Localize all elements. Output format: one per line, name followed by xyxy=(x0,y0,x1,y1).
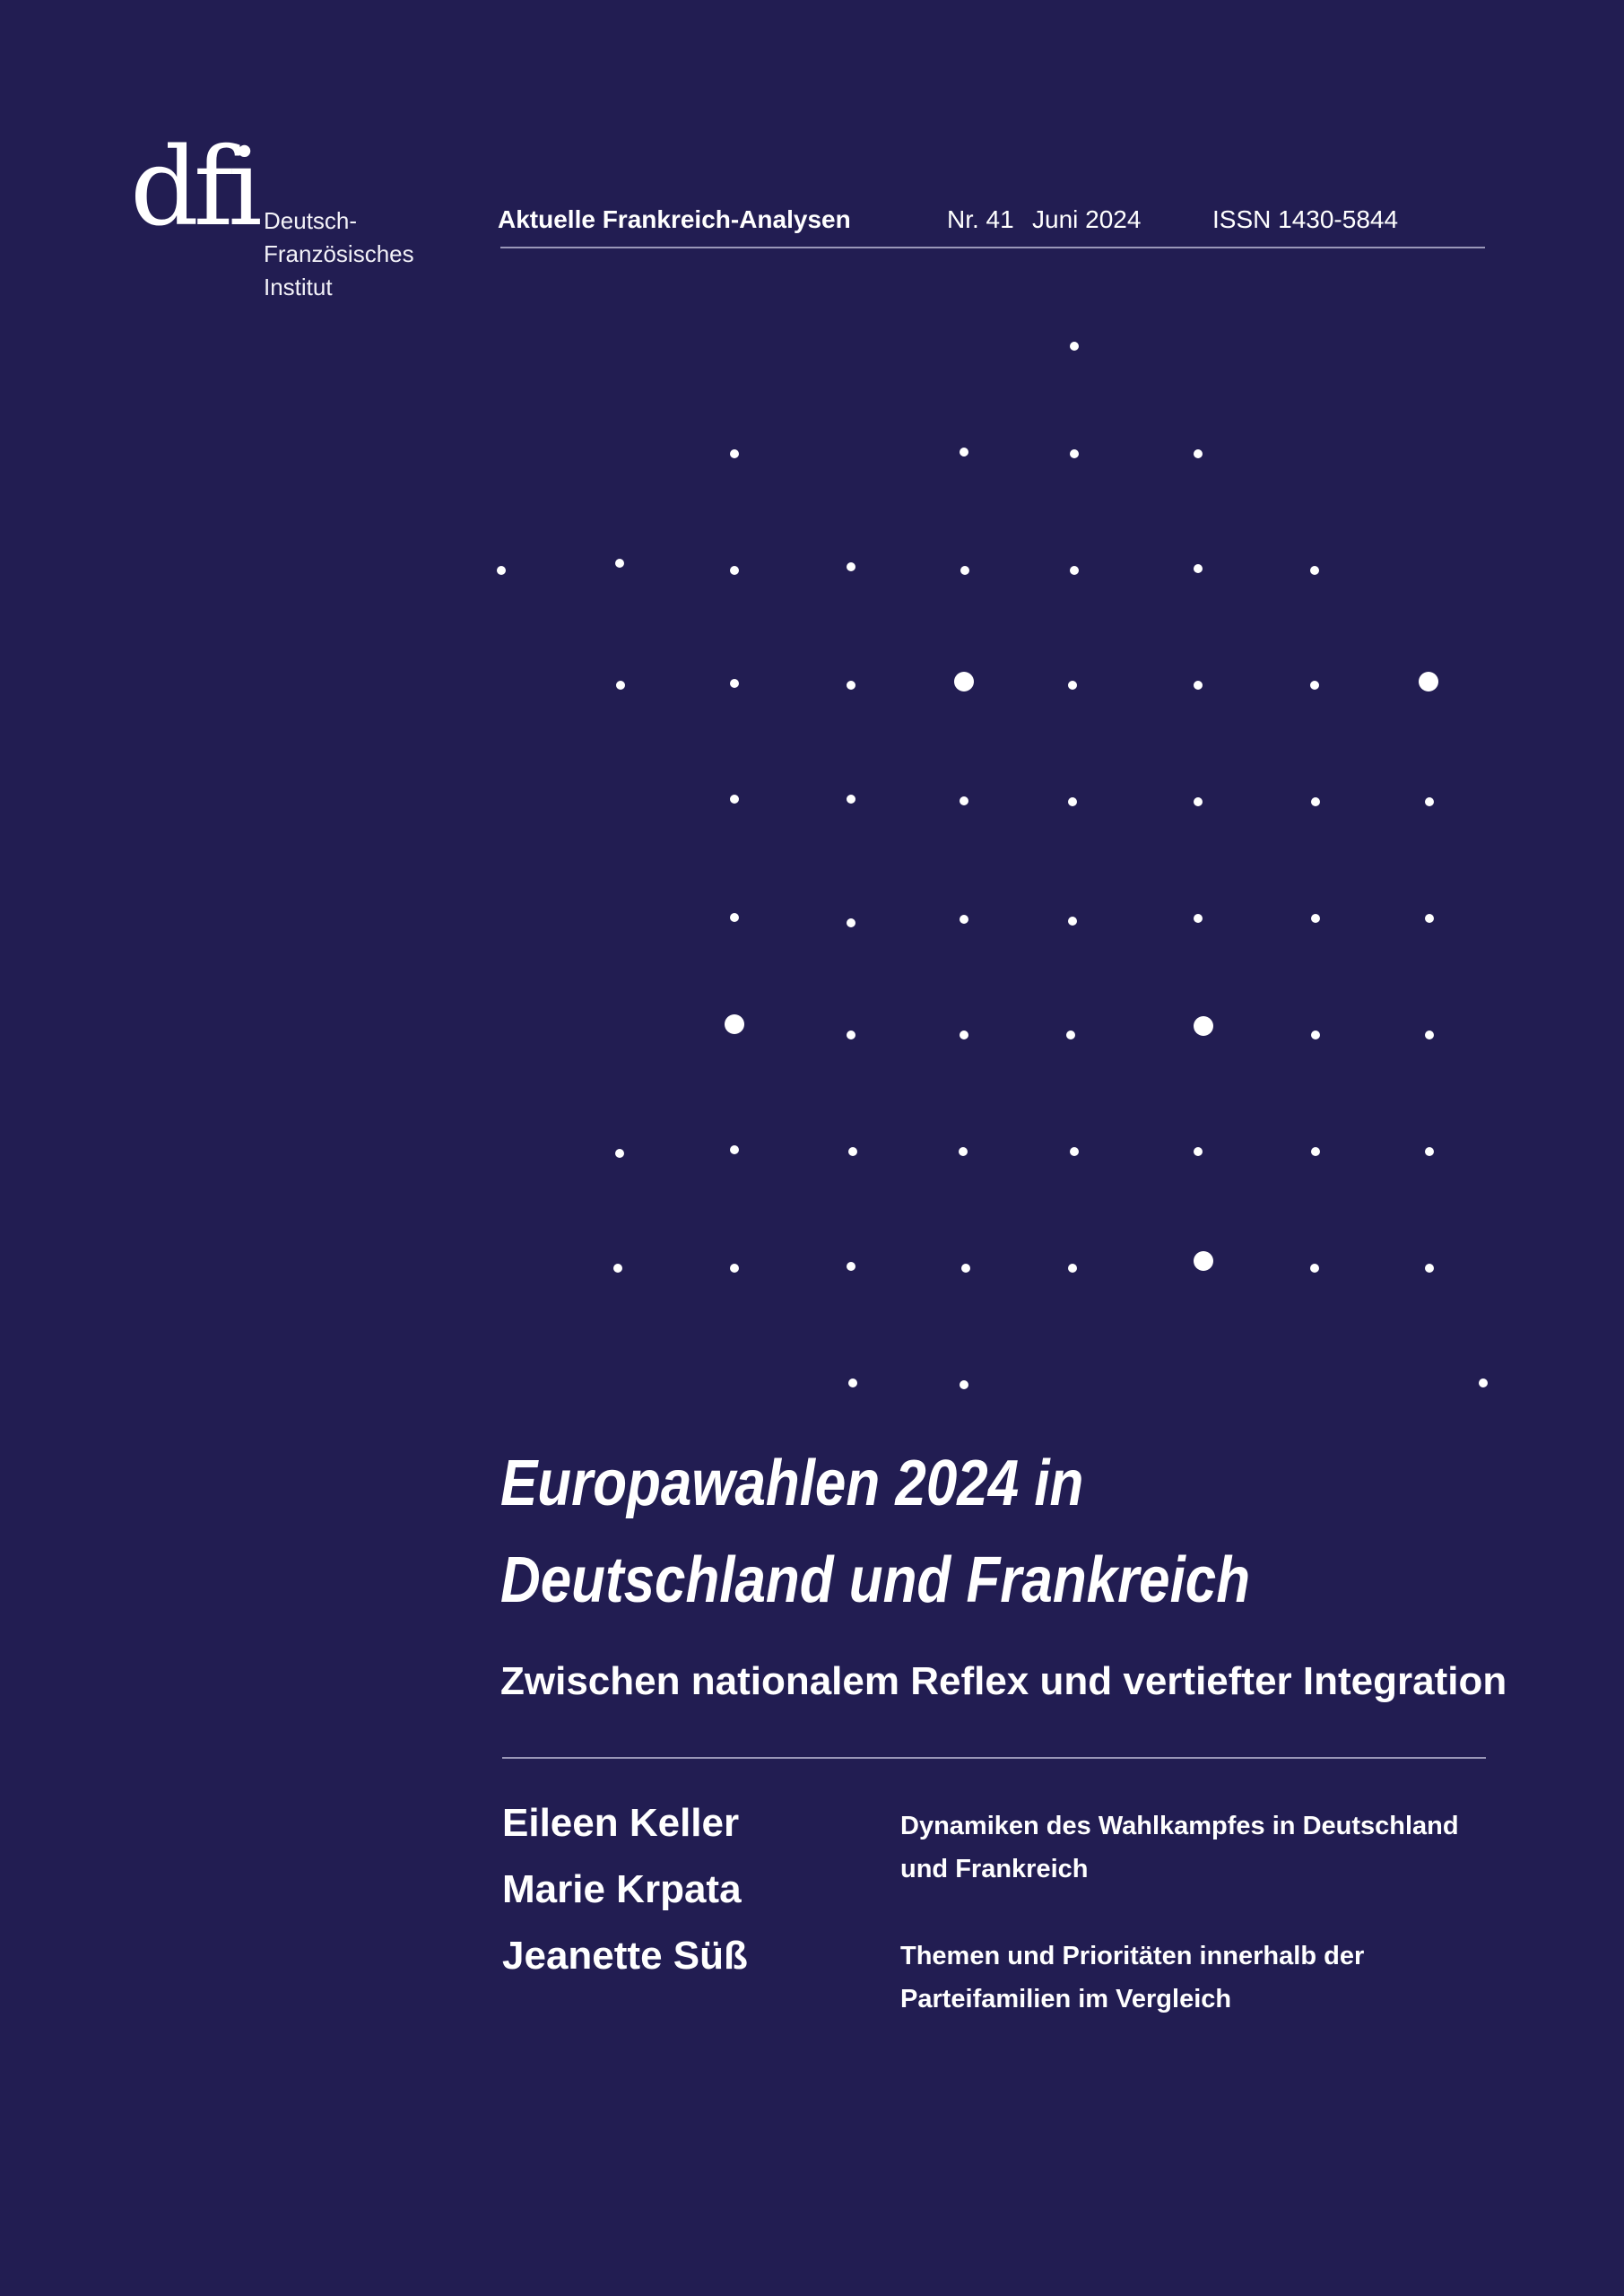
pattern-dot xyxy=(730,679,739,688)
pattern-dot xyxy=(1310,1264,1319,1273)
pattern-dot xyxy=(1066,1031,1075,1039)
issn-number: ISSN 1430-5844 xyxy=(1212,205,1399,233)
pattern-dot xyxy=(1068,917,1077,926)
pattern-dot xyxy=(954,672,974,691)
pattern-dot xyxy=(847,795,855,804)
pattern-dot xyxy=(730,795,739,804)
title-divider xyxy=(502,1757,1486,1759)
pattern-dot xyxy=(1070,566,1079,575)
author-name: Jeanette Süß xyxy=(502,1934,748,1978)
document-subtitle: Zwischen nationalem Reflex und vertiefter Integration xyxy=(500,1659,1507,1703)
pattern-dot xyxy=(613,1264,622,1273)
pattern-dot xyxy=(1068,681,1077,690)
pattern-dot xyxy=(848,1378,857,1387)
pattern-dot xyxy=(1310,681,1319,690)
pattern-dot xyxy=(1070,342,1079,351)
pattern-dot xyxy=(1425,1031,1434,1039)
pattern-dot xyxy=(1425,1264,1434,1273)
pattern-dot xyxy=(730,1145,739,1154)
pattern-dot xyxy=(1194,1251,1213,1271)
topic-list xyxy=(900,1805,1474,2065)
institute-name-line-3: Institut xyxy=(264,274,333,300)
pattern-dot xyxy=(847,918,855,927)
pattern-dot xyxy=(847,562,855,571)
pattern-dot xyxy=(848,1147,857,1156)
pattern-dot xyxy=(615,1149,624,1158)
author-name: Eileen Keller xyxy=(502,1801,740,1845)
pattern-dot xyxy=(960,448,968,457)
pattern-dot xyxy=(961,1264,970,1273)
pattern-dot xyxy=(1194,564,1203,573)
pattern-dot xyxy=(725,1014,744,1034)
institute-name-line-1: Deutsch- xyxy=(264,207,358,234)
topic-item: Themen und Prioritäten innerhalb der Parteifamilien im Vergleich xyxy=(900,1942,1365,2013)
pattern-dot xyxy=(1194,1147,1203,1156)
pattern-dot xyxy=(960,1380,968,1389)
pattern-dot xyxy=(960,1031,968,1039)
pattern-dot xyxy=(730,1264,739,1273)
pattern-dot xyxy=(730,913,739,922)
series-title: Aktuelle Frankreich-Analysen xyxy=(498,205,851,233)
pattern-dot xyxy=(1194,797,1203,806)
pattern-dot xyxy=(1070,1147,1079,1156)
issue-date: Juni 2024 xyxy=(1032,205,1142,233)
pattern-dot xyxy=(1425,797,1434,806)
pattern-dot xyxy=(847,1262,855,1271)
pattern-dot xyxy=(959,1147,968,1156)
pattern-dot xyxy=(1479,1378,1488,1387)
pattern-dot xyxy=(1194,449,1203,458)
pattern-dot xyxy=(847,681,855,690)
pattern-dot xyxy=(1194,681,1203,690)
pattern-dot xyxy=(1419,672,1438,691)
pattern-dot xyxy=(1425,1147,1434,1156)
issue-number: Nr. 41 xyxy=(947,205,1014,233)
pattern-dot xyxy=(1070,449,1079,458)
pattern-dot xyxy=(1194,914,1203,923)
pattern-dot xyxy=(960,796,968,805)
dfi-logo-mark: dfi xyxy=(130,126,257,250)
pattern-dot xyxy=(1068,797,1077,806)
topic-item: Dynamiken des Wahlkampfes in Deutschland und Frankreich xyxy=(900,1812,1459,1883)
pattern-dot xyxy=(1311,914,1320,923)
pattern-dot xyxy=(1310,566,1319,575)
pattern-dot xyxy=(616,681,625,690)
pattern-dot xyxy=(497,566,506,575)
pattern-dot xyxy=(1311,1147,1320,1156)
pattern-dot xyxy=(615,559,624,568)
author-list xyxy=(502,1790,748,1989)
pattern-dot xyxy=(1311,1031,1320,1039)
pattern-dot xyxy=(1194,1016,1213,1036)
pattern-dot xyxy=(960,566,969,575)
pattern-dot xyxy=(1311,797,1320,806)
document-title: Europawahlen 2024 in Deutschland und Frankreich xyxy=(500,1448,1251,1616)
pattern-dot xyxy=(730,449,739,458)
pattern-dot xyxy=(1425,914,1434,923)
pattern-dot xyxy=(847,1031,855,1039)
pattern-dot xyxy=(1068,1264,1077,1273)
pattern-dot xyxy=(730,566,739,575)
institute-name-line-2: Französisches xyxy=(264,240,414,267)
pattern-dot xyxy=(960,915,968,924)
author-name: Marie Krpata xyxy=(502,1867,742,1911)
